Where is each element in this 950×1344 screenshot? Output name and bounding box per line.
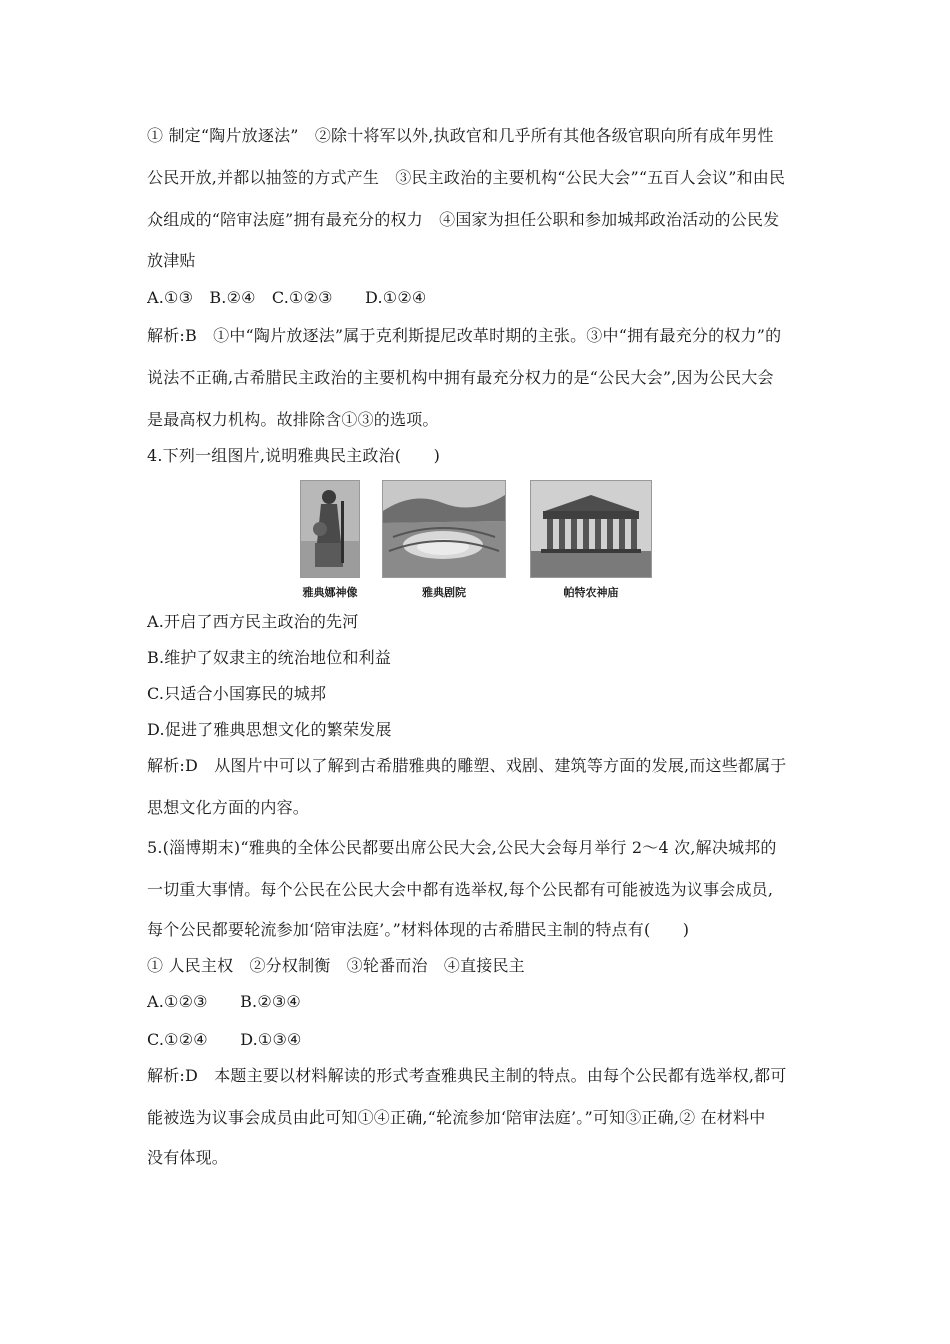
answer-options: A.①③ B.②④ C.①②③ D.①②④	[147, 288, 427, 307]
explanation-line: 能被选为议事会成员由此可知①④正确,“轮流参加‘陪审法庭’。”可知③正确,② 在材料中	[147, 1108, 766, 1127]
option-a: A.开启了西方民主政治的先河	[147, 612, 359, 631]
question-4-stem: 4.下列一组图片,说明雅典民主政治( )	[147, 446, 441, 465]
option-c: C.只适合小国寡民的城邦	[147, 684, 327, 703]
figure-caption: 雅典娜神像	[302, 586, 358, 599]
question-5-stem: 5.(淄博期末)“雅典的全体公民都要出席公民大会,公民大会每月举行 2～4 次,解决城邦的	[147, 838, 777, 857]
answer-options: C.①②④ D.①③④	[147, 1030, 302, 1049]
explanation-line: 解析:B ①中“陶片放逐法”属于克利斯提尼改革时期的主张。③中“拥有最充分的权力”的	[147, 326, 782, 345]
text-line: ① 制定“陶片放逐法” ②除十将军以外,执政官和几乎所有其他各级官职向所有成年男性	[147, 126, 774, 145]
temple-icon	[530, 480, 652, 578]
figure-caption: 雅典剧院	[422, 586, 466, 599]
explanation-line: 解析:D 从图片中可以了解到古希腊雅典的雕塑、戏剧、建筑等方面的发展,而这些都属于	[147, 756, 787, 775]
answer-options: A.①②③ B.②③④	[147, 992, 301, 1011]
explanation-line: 没有体现。	[147, 1148, 229, 1167]
explanation-line: 说法不正确,古希腊民主政治的主要机构中拥有最充分权力的是“公民大会”,因为公民大会	[147, 368, 774, 387]
question-5-stem: 一切重大事情。每个公民在公民大会中都有选举权,每个公民都有可能被选为议事会成员,	[147, 880, 774, 899]
statement-list: ① 人民主权 ②分权制衡 ③轮番而治 ④直接民主	[147, 956, 525, 975]
figure-caption: 帕特农神庙	[563, 586, 619, 599]
option-b: B.维护了奴隶主的统治地位和利益	[147, 648, 392, 667]
question-5-stem: 每个公民都要轮流参加‘陪审法庭’。”材料体现的古希腊民主制的特点有( )	[147, 920, 690, 939]
figure-group	[300, 480, 660, 600]
statue-icon	[300, 480, 360, 578]
text-line: 放津贴	[147, 251, 196, 270]
explanation-line: 是最高权力机构。故排除含①③的选项。	[147, 410, 439, 429]
explanation-line: 解析:D 本题主要以材料解读的形式考查雅典民主制的特点。由每个公民都有选举权,都可	[147, 1066, 787, 1085]
explanation-line: 思想文化方面的内容。	[147, 798, 310, 817]
text-line: 众组成的“陪审法庭”拥有最充分的权力 ④国家为担任公职和参加城邦政治活动的公民发	[147, 210, 780, 229]
theater-icon	[382, 480, 506, 578]
text-line: 公民开放,并都以抽签的方式产生 ③民主政治的主要机构“公民大会”“五百人会议”和由民	[147, 168, 786, 187]
option-d: D.促进了雅典思想文化的繁荣发展	[147, 720, 392, 739]
